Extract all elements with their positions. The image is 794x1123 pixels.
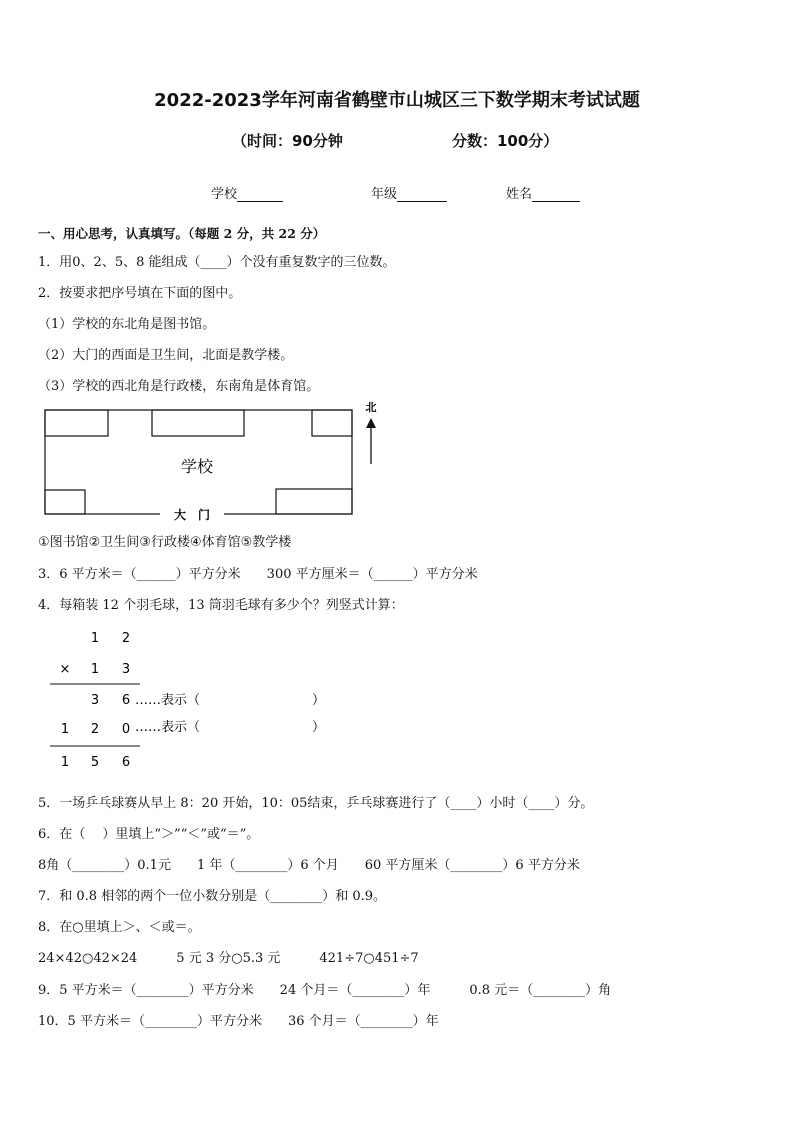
map-slot-northwest[interactable] (45, 410, 108, 436)
calc-digit: 6 (121, 755, 131, 770)
question-9: 9．5 平方米＝（________）平方分米 24 个月＝（________）年 0.8 元＝（________）角 (38, 983, 612, 998)
question-8: 8．在○里填上＞、＜或＝。 (38, 920, 201, 935)
exam-score: 分数：100分） (452, 132, 559, 150)
question-2-item-1: （1）学校的东北角是图书馆。 (38, 317, 216, 332)
vertical-calculation (40, 622, 350, 777)
calc-note-1-close: ） (312, 693, 326, 708)
school-blank[interactable] (237, 187, 283, 202)
gate-label: 大 门 (173, 508, 211, 522)
school-map-figure (40, 400, 385, 530)
calc-digit: 1 (60, 722, 70, 737)
calc-digit: 3 (121, 662, 131, 677)
map-slot-southeast[interactable] (276, 489, 352, 514)
calc-digit: 0 (121, 722, 131, 737)
school-label: 学校 (180, 457, 214, 476)
north-arrow-icon (366, 418, 376, 428)
section-heading: 一、用心思考，认真填写。（每题 2 分，共 22 分） (38, 226, 326, 241)
name-field (506, 183, 580, 202)
question-3: 3．6 平方米＝（______）平方分米 300 平方厘米＝（______）平方分米 (38, 567, 478, 582)
map-slot-northeast[interactable] (312, 410, 352, 436)
question-4: 4．每箱装 12 个羽毛球，13 筒羽毛球有多少个？列竖式计算： (38, 598, 404, 613)
multiply-sign: × (59, 662, 71, 677)
calc-digit: 1 (90, 662, 100, 677)
question-8-items: 24×42○42×24 5 元 3 分○5.3 元 421÷7○451÷7 (38, 951, 419, 966)
calc-digit: 5 (90, 755, 100, 770)
question-1: 1．用0、2、5、8 能组成（____）个没有重复数字的三位数。 (38, 255, 396, 270)
calc-note-2: ……表示（ (135, 720, 201, 735)
map-slot-southwest[interactable] (45, 490, 85, 514)
calc-note-2-close: ） (312, 720, 326, 735)
north-label: 北 (365, 401, 377, 414)
page-title: 2022-2023学年河南省鹤壁市山城区三下数学期末考试试题 (154, 90, 640, 111)
question-10: 10．5 平方米＝（________）平方分米 36 个月＝（________）年 (38, 1014, 439, 1029)
exam-time: （时间：90分钟 (232, 132, 343, 150)
question-6-items: 8角（________）0.1元 1 年（________）6 个月 60 平方厘米（________）6 平方分米 (38, 858, 580, 873)
calc-digit: 6 (121, 693, 131, 708)
question-2-item-2: （2）大门的西面是卫生间，北面是教学楼。 (38, 348, 294, 363)
question-5: 5．一场乒乓球赛从早上 8：20 开始，10：05结束，乒乓球赛进行了（____）小时（____）分。 (38, 796, 594, 811)
school-field (211, 183, 283, 202)
grade-field (371, 183, 447, 202)
calc-digit: 3 (90, 693, 100, 708)
calc-digit: 1 (60, 755, 70, 770)
question-7: 7．和 0.8 相邻的两个一位小数分别是（________）和 0.9。 (38, 889, 387, 904)
name-blank[interactable] (532, 187, 580, 202)
calc-digit: 1 (90, 631, 100, 646)
school-label: 学校 (211, 187, 238, 202)
calc-digit: 2 (121, 631, 131, 646)
grade-label: 年级 (371, 187, 398, 202)
question-2-options: ①图书馆②卫生间③行政楼④体育馆⑤教学楼 (38, 535, 292, 550)
map-slot-north[interactable] (152, 410, 244, 436)
calc-digit: 2 (90, 722, 100, 737)
name-label: 姓名 (506, 187, 533, 202)
question-2: 2．按要求把序号填在下面的图中。 (38, 286, 242, 301)
question-2-item-3: （3）学校的西北角是行政楼，东南角是体育馆。 (38, 379, 320, 394)
question-6: 6．在（ ）里填上“＞”“＜”或“＝”。 (38, 827, 260, 842)
calc-note-1: ……表示（ (135, 693, 201, 708)
grade-blank[interactable] (397, 187, 447, 202)
